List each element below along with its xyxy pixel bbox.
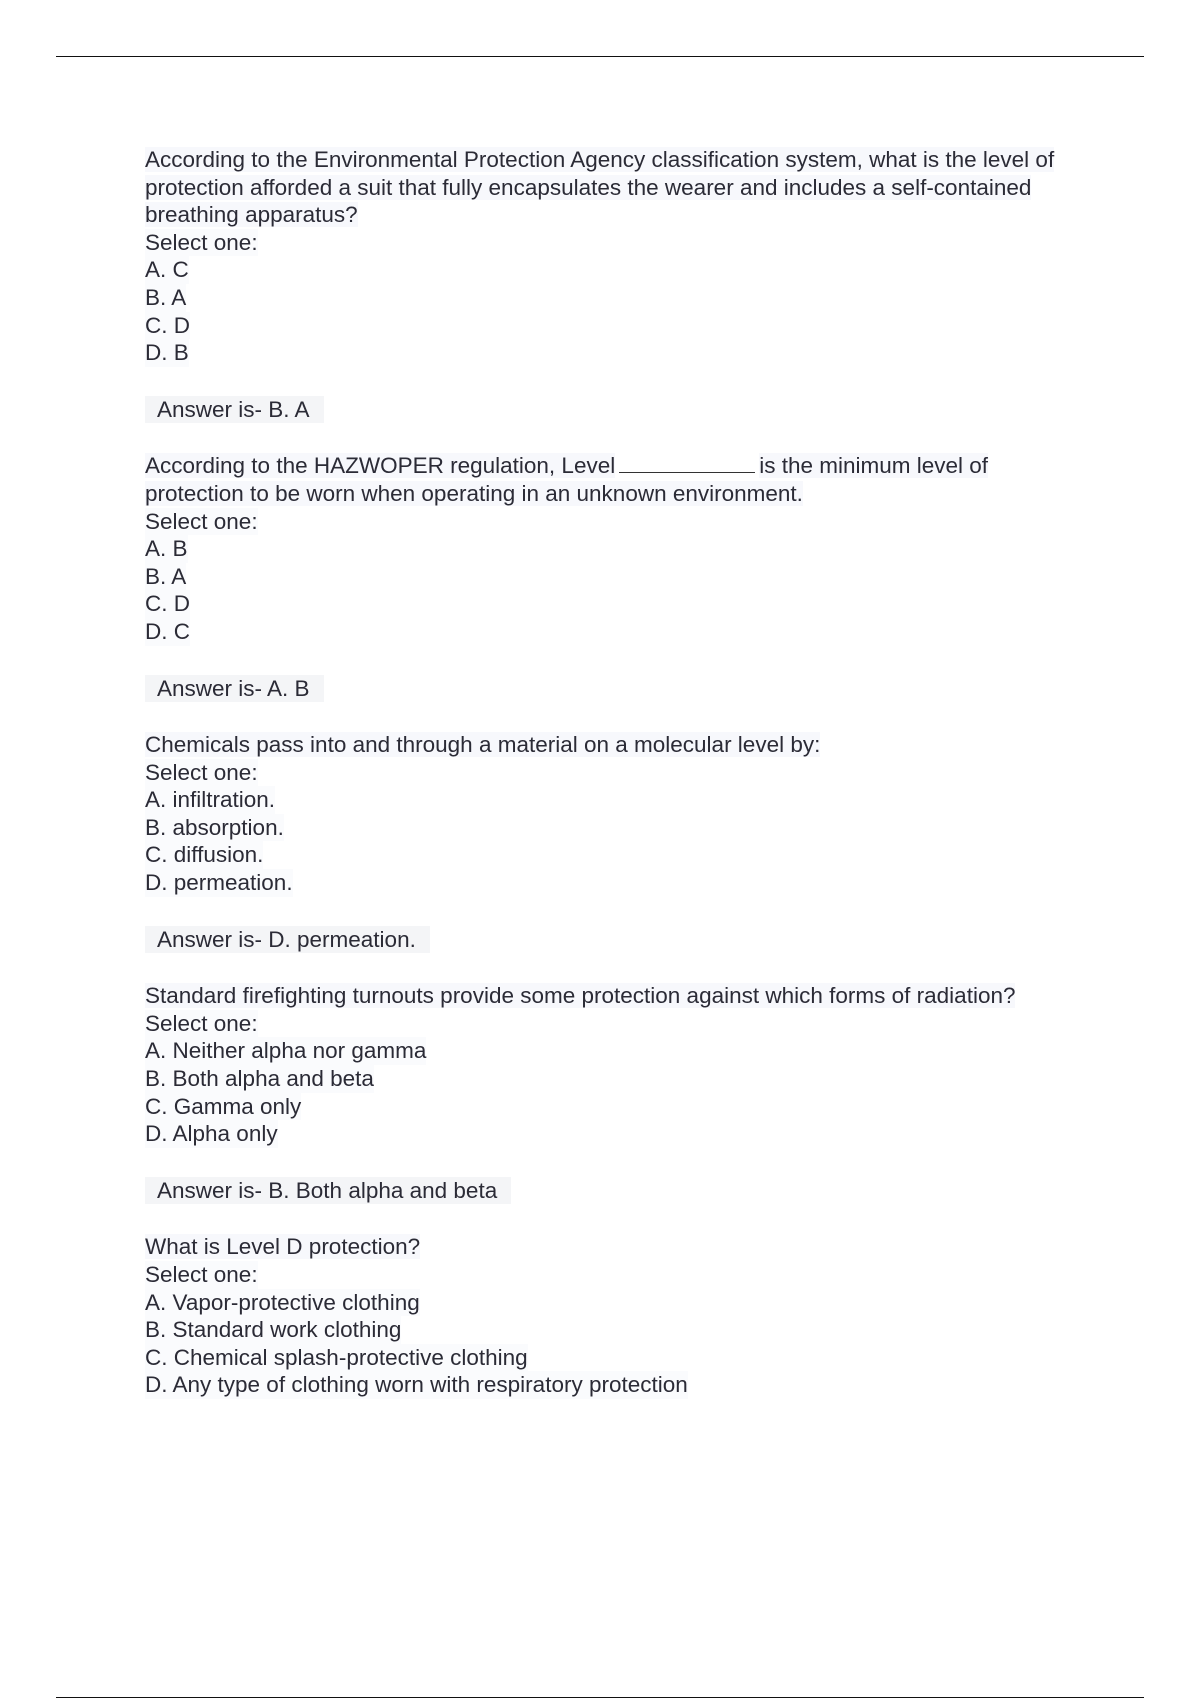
option-list	[145, 1289, 1085, 1399]
question-3	[145, 731, 1085, 982]
option-d: D. Any type of clothing worn with respiratory protection	[145, 1372, 688, 1398]
question-text: According to the Environmental Protection Agency classification system, what is the level of protection afforded a suit that fully encapsulates the wearer and includes a self-contained breathing apparatus?	[145, 147, 1055, 228]
option-d: D. B	[145, 340, 189, 366]
document-body	[145, 146, 1085, 1399]
question-text-after-blank: is the minimum level of protection to be worn when operating in an unknown environment.	[145, 453, 989, 506]
option-list	[145, 535, 1085, 645]
option-b: B. Both alpha and beta	[145, 1066, 374, 1092]
option-list	[145, 1037, 1085, 1147]
option-a: A. B	[145, 536, 188, 562]
option-c: C. D	[145, 591, 190, 617]
option-c: C. diffusion.	[145, 842, 264, 868]
question-4	[145, 982, 1085, 1233]
select-prompt: Select one:	[145, 759, 258, 785]
option-b: B. A	[145, 563, 187, 589]
option-list	[145, 256, 1085, 366]
option-d: D. Alpha only	[145, 1121, 278, 1147]
option-a: A. C	[145, 257, 189, 283]
option-b: B. absorption.	[145, 814, 284, 840]
question-text: Chemicals pass into and through a material on a molecular level by:	[145, 732, 821, 758]
option-a: A. Neither alpha nor gamma	[145, 1038, 427, 1064]
option-b: B. A	[145, 284, 187, 310]
select-prompt: Select one:	[145, 1262, 258, 1287]
answer-line: Answer is- B. Both alpha and beta	[145, 1177, 511, 1205]
select-prompt: Select one:	[145, 508, 258, 534]
option-c: C. Chemical splash-protective clothing	[145, 1344, 528, 1370]
option-d: D. permeation.	[145, 870, 293, 896]
option-c: C. D	[145, 312, 190, 338]
fill-in-blank	[619, 454, 755, 473]
option-a: A. Vapor-protective clothing	[145, 1289, 420, 1315]
footer-rule	[56, 1697, 1144, 1698]
question-text: What is Level D protection?	[145, 1234, 421, 1260]
option-b: B. Standard work clothing	[145, 1317, 402, 1343]
answer-line: Answer is- A. B	[145, 675, 324, 703]
option-list	[145, 786, 1085, 896]
select-prompt: Select one:	[145, 229, 258, 255]
option-c: C. Gamma only	[145, 1093, 302, 1119]
question-2	[145, 452, 1085, 731]
question-text	[145, 452, 1085, 507]
option-a: A. infiltration.	[145, 787, 276, 813]
question-text-before-blank: According to the HAZWOPER regulation, Level	[145, 453, 616, 479]
question-5	[145, 1233, 1085, 1399]
question-text: Standard firefighting turnouts provide some protection against which forms of radiation?	[145, 983, 1016, 1009]
option-d: D. C	[145, 618, 190, 644]
select-prompt: Select one:	[145, 1010, 258, 1036]
question-1	[145, 146, 1085, 452]
answer-line: Answer is- D. permeation.	[145, 926, 430, 954]
header-rule	[56, 56, 1144, 57]
answer-line: Answer is- B. A	[145, 396, 324, 424]
